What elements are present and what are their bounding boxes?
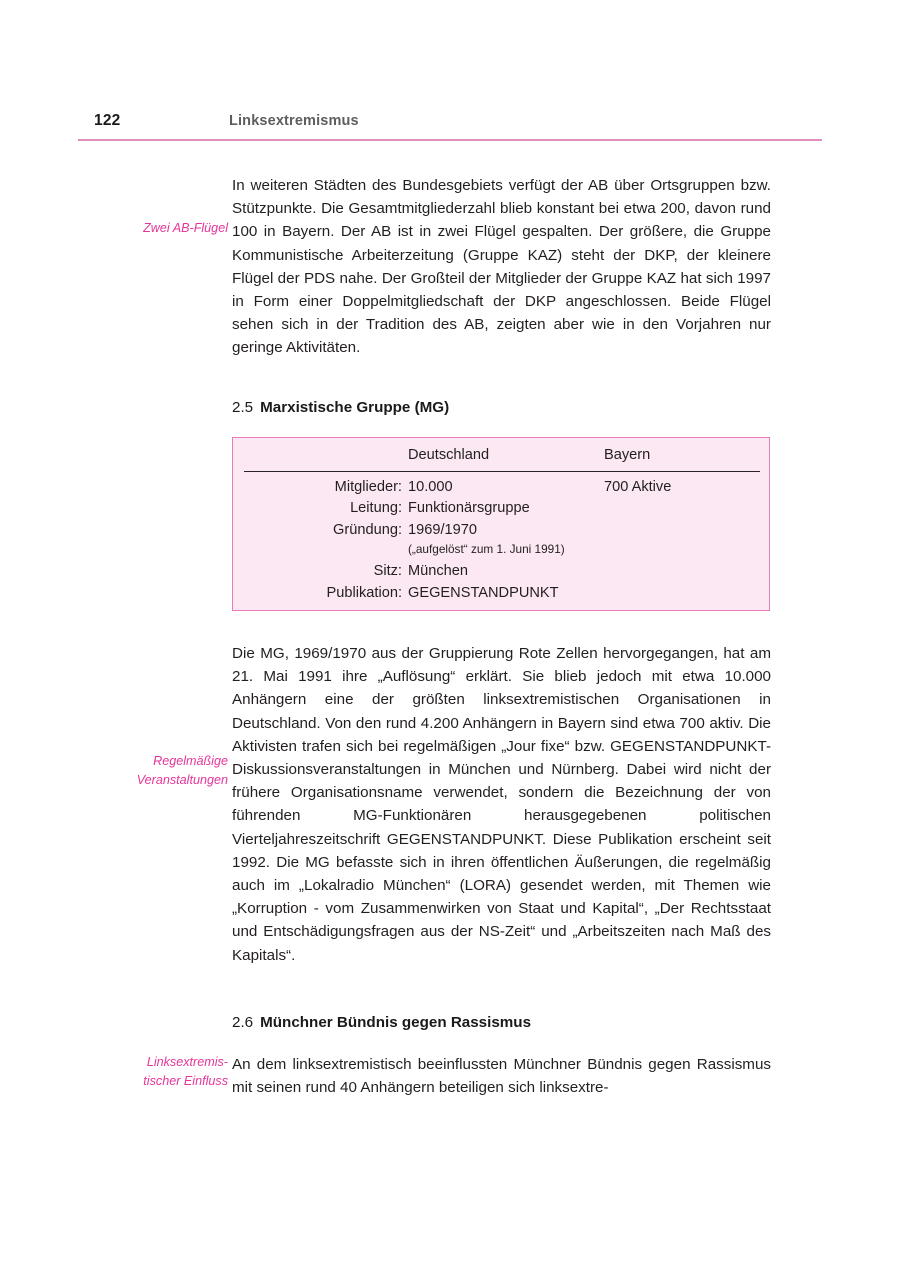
margin-note-line: Regelmäßige <box>153 754 228 768</box>
row-value-deutschland: München <box>408 563 469 580</box>
column-header-deutschland: Deutschland <box>408 447 490 463</box>
row-value-deutschland: Funktionärsgruppe <box>408 500 530 517</box>
table-corner-cell <box>244 445 408 470</box>
section-heading-2-5 <box>232 399 771 416</box>
info-box-marxistische-gruppe <box>232 437 770 611</box>
section-heading-2-6 <box>232 1014 771 1031</box>
section-number: 2.6 <box>232 1014 254 1031</box>
row-value-deutschland: 10.000 <box>408 478 453 495</box>
column-header-bayern: Bayern <box>604 447 651 463</box>
row-value-deutschland <box>408 520 604 559</box>
row-value-deutschland: GEGENSTANDPUNKT <box>408 584 559 601</box>
paragraph-block-3 <box>232 1053 771 1099</box>
info-table <box>244 445 760 604</box>
row-value-bayern <box>604 561 760 583</box>
row-label: Mitglieder: <box>334 478 402 495</box>
margin-note-line: Zwei AB-Flügel <box>143 221 228 235</box>
table-row <box>244 583 760 605</box>
row-value-bayern <box>604 583 760 605</box>
row-label: Gründung: <box>333 521 402 538</box>
running-head <box>78 112 822 142</box>
row-value-subnote: („aufgelöst“ zum 1. Juni 1991) <box>408 542 565 557</box>
row-value-bayern <box>604 520 760 559</box>
margin-note-line: Veranstaltungen <box>136 772 228 787</box>
margin-note-line: Linksextremis- <box>146 1055 228 1069</box>
table-header-row <box>244 445 760 470</box>
table-row <box>244 476 760 499</box>
margin-note-zwei-ab-fluegel <box>78 219 228 238</box>
margin-note-linksextremistischer-einfluss <box>78 1053 228 1090</box>
table-row <box>244 498 760 520</box>
body-paragraph: An dem linksextremistisch beeinflussten Münchner Bündnis gegen Rassismus mit seinen rund 40 Anhängern beteiligen sich linksextre- <box>232 1056 771 1097</box>
running-head-title: Linksextremismus <box>229 113 359 129</box>
row-value-text: 1969/1970 <box>408 521 477 538</box>
row-value-bayern <box>604 498 760 520</box>
paragraph-block-2 <box>232 642 771 967</box>
page-number: 122 <box>94 112 121 129</box>
row-value-bayern: 700 Aktive <box>604 478 672 495</box>
table-row <box>244 520 760 559</box>
row-label: Leitung: <box>350 500 402 517</box>
section-number: 2.5 <box>232 399 254 416</box>
section-title: Münchner Bündnis gegen Rassismus <box>260 1014 532 1031</box>
margin-note-regelmaessige-veranstaltungen <box>78 752 228 789</box>
table-header-rule <box>244 471 760 472</box>
body-paragraph: In weiteren Städten des Bundesgebiets verfügt der AB über Ortsgruppen bzw. Stützpunkte. Die Gesamtmitgliederzahl blieb konstant bei etwa 200, davon rund 100 in Bayern. Der AB ist in zwei Flügel gespalten. Der größere, die Gruppe Kommunistische Arbeiterzeitung (Gruppe KAZ) steht der DKP, der kleinere Flügel der PDS nahe. Der Großteil der Mitglieder der Gruppe KAZ hat sich 1997 in Form einer Doppelmitgliedschaft der DKP angeschlossen. Beide Flügel sehen sich in der Tradition des AB, zeigten aber wie in den Vorjahren nur geringe Aktivitäten. <box>232 177 771 357</box>
header-rule <box>78 139 822 141</box>
margin-note-line: tischer Einfluss <box>143 1073 228 1088</box>
row-label: Sitz: <box>373 563 402 580</box>
paragraph-block-1 <box>232 174 771 360</box>
body-paragraph: Die MG, 1969/1970 aus der Gruppierung Rote Zellen hervorgegangen, hat am 21. Mai 1991 ihre „Auflösung“ erklärt. Sie blieb jedoch mit etwa 10.000 Anhängern eine der größten linksextremistischen Organisationen in Deutschland. Von den rund 4.200 Anhängern in Bayern sind etwa 700 aktiv. Die Aktivisten trafen sich bei regelmäßigen „Jour fixe“ bzw. GEGENSTANDPUNKT-Diskussionsveranstaltungen in München und Nürnberg. Dabei wird nicht der frühere Organisationsname verwendet, sondern die Bezeichnung der von führenden MG-Funktionären herausgegebenen politischen Vierteljahreszeitschrift GEGENSTANDPUNKT. Diese Publikation erscheint seit 1992. Die MG befasste sich in ihren öffentlichen Äußerungen, die regelmäßig auch im „Lokalradio München“ (LORA) gesendet werden, mit Themen wie „Korruption - vom Zusammenwirken von Staat und Kapital“, „Der Rechtsstaat und Entschädigungsfragen aus der NS-Zeit“ und „Arbeitszeiten nach Maß des Kapitals“. <box>232 645 771 964</box>
row-label: Publikation: <box>326 584 402 601</box>
table-row <box>244 561 760 583</box>
section-title: Marxistische Gruppe (MG) <box>260 399 450 416</box>
